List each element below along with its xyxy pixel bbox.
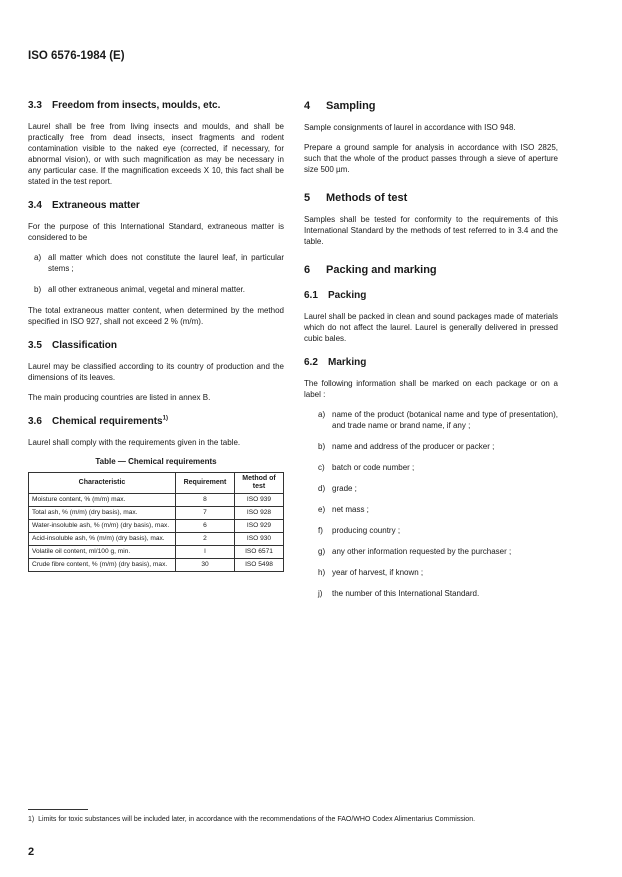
footnote-text: Limits for toxic substances will be included later, in accordance with the recommendations of the FAO/WHO Codex Alimentarius Commission. (38, 816, 476, 823)
list-item: e) net mass ; (318, 505, 369, 514)
table-cell: ISO 5498 (235, 559, 284, 572)
table-row (29, 520, 284, 533)
page-number: 2 (28, 846, 35, 858)
header-method: Method of test (235, 473, 284, 494)
table-caption: Table — Chemical requirements (95, 457, 217, 466)
section-3-6-text: Laurel shall comply with the requirements given in the table. (28, 438, 241, 447)
list-item: h) year of harvest, if known ; (318, 568, 424, 577)
section-6-2-heading: 6.2 Marking (304, 357, 367, 368)
table-cell: ISO 928 (235, 507, 284, 520)
section-3-3-text: Laurel shall be free from living insects and moulds, and shall be practically free from dead insects, insect fragments and rodent contamination visible to the naked eye (corrected, if necessary, for abnormal vision), or with such magnification as may be necessary in any particular case. If the magnification exceeds X 10, this fact shall be stated in the test report. (28, 122, 284, 186)
section-3-5-heading: 3.5 Classification (28, 340, 118, 351)
table-header-row (29, 473, 284, 494)
section-6-2-intro: The following information shall be marked on each package or on a label : (304, 379, 558, 399)
section-3-5-text-2: The main producing countries are listed in annex B. (28, 393, 211, 402)
right-column (304, 100, 558, 609)
section-3-6-heading: 3.6 Chemical requirements$^{1)}$ (28, 415, 168, 427)
table-cell: 2 (176, 533, 235, 546)
table-cell: Acid-insoluble ash, % (m/m) (dry basis), max. (29, 533, 176, 546)
list-item: f) producing country ; (318, 526, 401, 535)
document-header: ISO 6576-1984 (E) (28, 50, 125, 62)
section-4-heading: 4 Sampling (304, 100, 376, 112)
list-item: b) name and address of the producer or packer ; (318, 442, 495, 451)
list-item: d) grade ; (318, 484, 357, 493)
list-item: b) all other extraneous animal, vegetal and mineral matter. (34, 285, 245, 294)
section-3-4-intro: For the purpose of this International Standard, extraneous matter is considered to be (28, 222, 284, 242)
section-6-heading: 6 Packing and marking (304, 264, 437, 276)
section-3-4-text: The total extraneous matter content, when determined by the method specified in ISO 927, shall not exceed 2 % (m/m). (28, 306, 284, 326)
table-cell: 6 (176, 520, 235, 533)
header-characteristic: Characteristic (29, 473, 176, 494)
table-cell: 8 (176, 494, 235, 507)
table-row (29, 546, 284, 559)
footnote-divider (28, 809, 88, 810)
section-6-1-heading: 6.1 Packing (304, 290, 367, 301)
footnote (28, 816, 588, 823)
section-3-5-text-1: Laurel may be classified according to its country of production and the dimensions of its leaves. (28, 362, 284, 382)
list-item: j) the number of this International Standard. (318, 589, 480, 598)
table-row (29, 533, 284, 546)
table-row (29, 559, 284, 572)
footnote-ref: 1) (162, 415, 168, 422)
table-cell: Volatile oil content, ml/100 g, min. (29, 546, 176, 559)
section-4-text-1: Sample consignments of laurel in accordance with ISO 948. (304, 123, 516, 132)
list-item: a) name of the product (botanical name and type of presentation), and trade name or brand name, if any ; (318, 410, 558, 430)
section-6-1-text: Laurel shall be packed in clean and sound packages made of materials which do not affect the laurel. Laurel is generally delivered in pressed cubic bales. (304, 312, 558, 343)
table-cell: l (176, 546, 235, 559)
table-cell: Moisture content, % (m/m) max. (29, 494, 176, 507)
chemical-requirements-table (28, 472, 284, 572)
list-item: a) all matter which does not constitute the laurel leaf, in particular stems ; (34, 253, 284, 273)
section-3-4-heading: 3.4 Extraneous matter (28, 200, 140, 211)
header-requirement: Requirement (176, 473, 235, 494)
table-cell: Water-insoluble ash, % (m/m) (dry basis), max. (29, 520, 176, 533)
table-cell: 30 (176, 559, 235, 572)
section-5-heading: 5 Methods of test (304, 192, 408, 204)
section-5-text: Samples shall be tested for conformity to the requirements of this International Standard by the methods of test referred to in 3.4 and the table. (304, 215, 558, 246)
table-cell: ISO 930 (235, 533, 284, 546)
section-3-3-heading: 3.3 Freedom from insects, moulds, etc. (28, 100, 221, 111)
table-cell: Crude fibre content, % (m/m) (dry basis), max. (29, 559, 176, 572)
table-cell: ISO 939 (235, 494, 284, 507)
table-cell: 7 (176, 507, 235, 520)
table-row (29, 494, 284, 507)
left-column (28, 100, 284, 572)
table-row (29, 507, 284, 520)
section-4-text-2: Prepare a ground sample for analysis in accordance with ISO 2825, such that the whole of the product passes through a sieve of aperture size 500 µm. (304, 143, 558, 174)
footnote-mark: 1) (28, 816, 35, 823)
list-item: c) batch or code number ; (318, 463, 415, 472)
table-cell: Total ash, % (m/m) (dry basis), max. (29, 507, 176, 520)
table-cell: ISO 929 (235, 520, 284, 533)
list-item: g) any other information requested by the purchaser ; (318, 547, 512, 556)
table-cell: ISO 6571 (235, 546, 284, 559)
